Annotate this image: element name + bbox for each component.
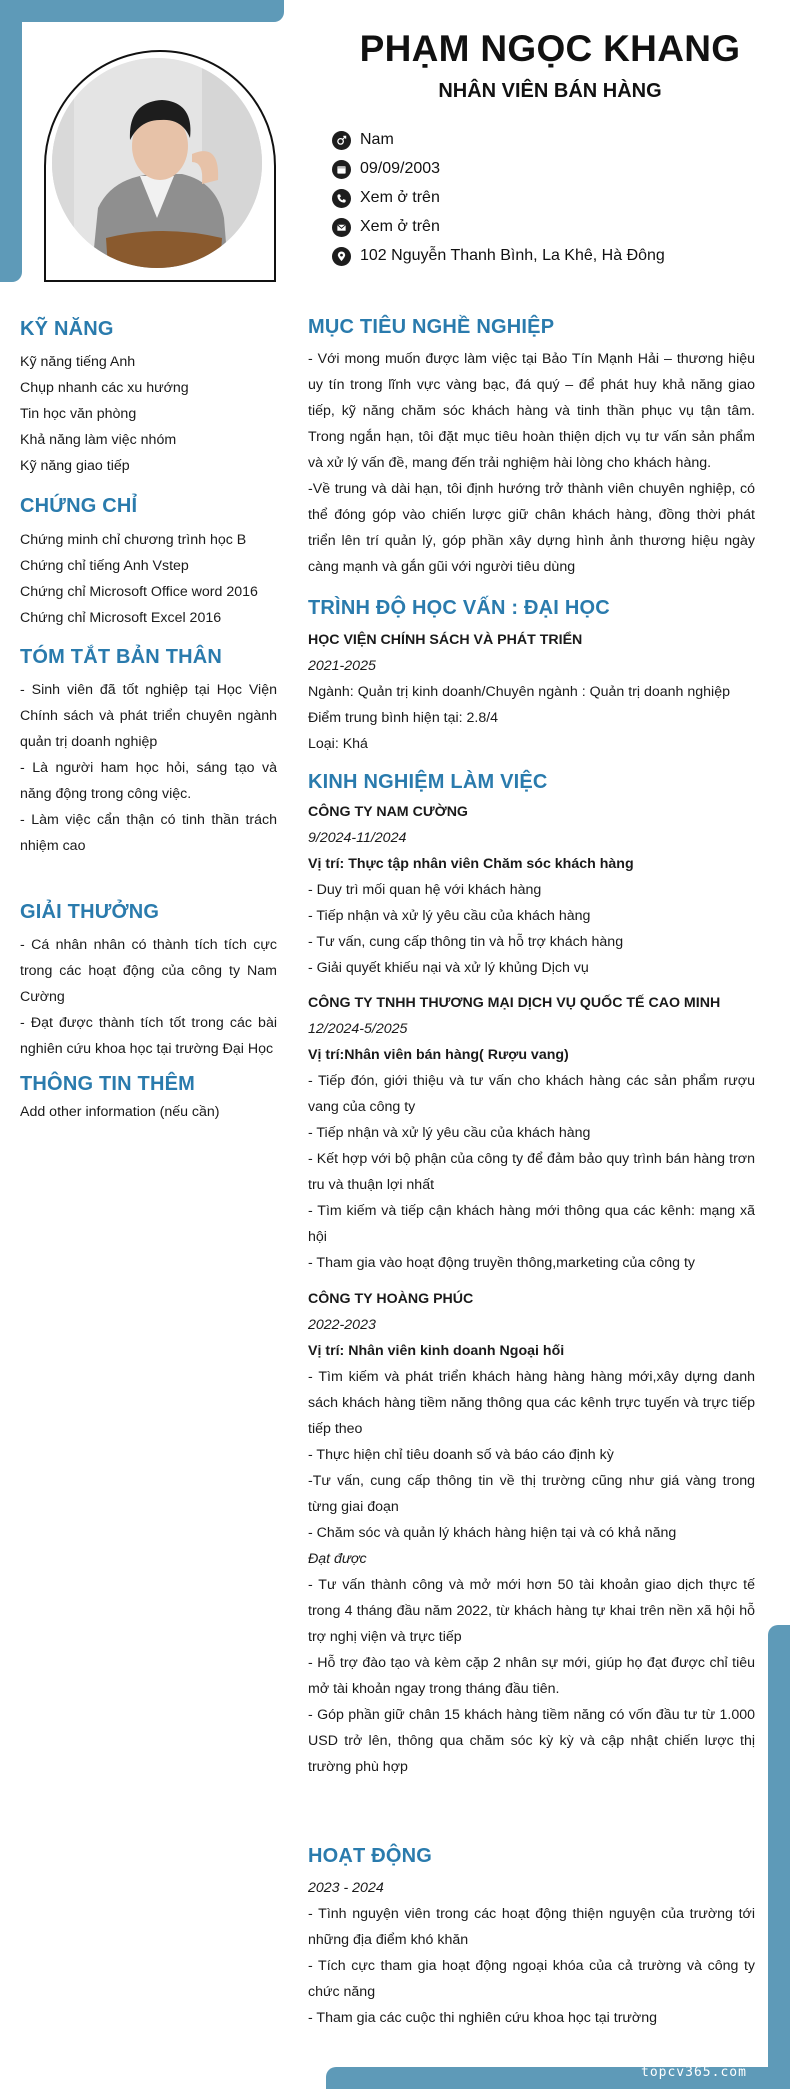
job-title: NHÂN VIÊN BÁN HÀNG: [438, 80, 662, 102]
list-item: - Tìm kiếm và tiếp cận khách hàng mới thông qua các kênh: mạng xã hội: [308, 1203, 755, 1245]
list-item: - Tích cực tham gia hoạt động ngoại khóa của cả trường và công ty chức năng: [308, 1958, 755, 2000]
summary-paragraph: - Sinh viên đã tốt nghiệp tại Học Viện Chính sách và phát triển chuyên ngành quản trị doanh nghiệp: [20, 682, 277, 750]
contact-email-text: Xem ở trên: [360, 218, 440, 235]
contact-gender-text: Nam: [360, 131, 394, 148]
list-item: Kỹ năng tiếng Anh: [20, 354, 136, 370]
summary-paragraph: - Làm việc cẩn thận có tinh thần trách nhiệm cao: [20, 812, 277, 854]
certificates-list: [20, 527, 277, 631]
list-item: - Tiếp nhận và xử lý yêu cầu của khách hàng: [308, 1125, 591, 1141]
contact-phone-text: Xem ở trên: [360, 189, 440, 206]
list-item: - Hỗ trợ đào tạo và kèm cặp 2 nhân sự mới, giúp họ đạt được chỉ tiêu mở tài khoản ngay trong tháng đầu tiên.: [308, 1655, 755, 1697]
job-period: 2022-2023: [308, 1317, 376, 1333]
list-item: - Tình nguyện viên trong các hoạt động thiện nguyện của trường tới những địa điểm khó khăn: [308, 1906, 755, 1948]
objective-paragraph: - Với mong muốn được làm việc tại Bảo Tín Mạnh Hải – thương hiệu uy tín trong lĩnh vực vàng bạc, đá quý – để phát huy khả năng giao tiếp, kỹ năng chăm sóc khách hàng và tinh thần phục vụ tận tâm. Trong ngắn hạn, tôi đặt mục tiêu hoàn thiện dịch vụ tư vấn sản phẩm và xử lý vấn đề, mang đến trải nghiệm hài lòng cho khách hàng.: [308, 351, 755, 471]
list-item: - Kết hợp với bộ phận của công ty để đảm bảo quy trình bán hàng trơn tru và thuận lợi nhất: [308, 1151, 755, 1193]
job-position: Vị trí: Nhân viên kinh doanh Ngoại hối: [308, 1343, 565, 1359]
calendar-icon: [332, 160, 351, 179]
list-item: - Giải quyết khiếu nại và xử lý khủng Dịch vụ: [308, 960, 589, 976]
education-block: [308, 627, 755, 757]
gender-icon: [332, 131, 351, 150]
job-period: 9/2024-11/2024: [308, 830, 407, 846]
contact-birthday-text: 09/09/2003: [360, 160, 441, 177]
job-entry: [308, 799, 755, 981]
education-heading: TRÌNH ĐỘ HỌC VẤN : ĐẠI HỌC: [308, 597, 610, 619]
school-name: HỌC VIỆN CHÍNH SÁCH VÀ PHÁT TRIỂN: [308, 632, 583, 648]
education-gpa: Điểm trung bình hiện tại: 2.8/4: [308, 710, 499, 726]
candidate-name: PHẠM NGỌC KHANG: [359, 28, 741, 69]
list-item: - Tham gia các cuộc thi nghiên cứu khoa học tại trường: [308, 2010, 658, 2026]
list-item: Khả năng làm việc nhóm: [20, 432, 177, 448]
list-item: Tin học văn phòng: [20, 406, 137, 422]
award-paragraph: - Đạt được thành tích tốt trong các bài nghiên cứu khoa học tại trường Đại Học: [20, 1015, 277, 1057]
decor-bar-top: [0, 0, 284, 22]
activities-period: 2023 - 2024: [308, 1880, 384, 1896]
awards-text: [20, 932, 277, 1062]
job-entry: [308, 1286, 755, 1780]
contact-phone: [332, 186, 440, 210]
list-item: - Tiếp nhận và xử lý yêu cầu của khách hàng: [308, 908, 591, 924]
list-item: - Góp phần giữ chân 15 khách hàng tiềm năng có vốn đầu tư từ 1.000 USD trở lên, thông qua chăm sóc kỳ kỳ và cập nhật chiến lược thị trường phù hợp: [308, 1707, 755, 1775]
achieved-label: Đạt được: [308, 1551, 367, 1567]
list-item: Kỹ năng giao tiếp: [20, 458, 130, 474]
watermark: topcv365.com: [641, 2065, 747, 2080]
company-name: CÔNG TY TNHH THƯƠNG MẠI DỊCH VỤ QUỐC TẾ CAO MINH: [308, 995, 721, 1011]
objective-paragraph: -Về trung và dài hạn, tôi định hướng trở thành viên chuyên nghiệp, có thể đóng góp vào chiến lược giữ chân khách hàng, đồng thời phát triển lên trí quản lý, góp phần xây dựng hình ảnh thương hiệu ngày càng mạnh và gắn gũi với người tiêu dùng: [308, 481, 755, 575]
job-position: Vị trí:Nhân viên bán hàng( Rượu vang): [308, 1047, 569, 1063]
company-name: CÔNG TY NAM CƯỜNG: [308, 804, 468, 820]
contact-birthday: [332, 157, 440, 181]
list-item: - Tìm kiếm và phát triển khách hàng hàng hàng mới,xây dựng danh sách khách hàng tiềm năng thông qua các kênh trực tuyến và trực tiếp tiếp theo: [308, 1369, 755, 1437]
job-position: Vị trí: Thực tập nhân viên Chăm sóc khách hàng: [308, 856, 634, 872]
summary-paragraph: - Là người ham học hỏi, sáng tạo và năng động trong công việc.: [20, 760, 277, 802]
phone-icon: [332, 189, 351, 208]
job-period: 12/2024-5/2025: [308, 1021, 408, 1037]
more-info-heading: THÔNG TIN THÊM: [20, 1073, 196, 1095]
list-item: Chụp nhanh các xu hướng: [20, 380, 189, 396]
objective-heading: MỤC TIÊU NGHỀ NGHIỆP: [308, 316, 555, 338]
education-rank: Loại: Khá: [308, 736, 368, 752]
activities-block: [308, 1875, 755, 2031]
list-item: - Tham gia vào hoạt động truyền thông,marketing của công ty: [308, 1255, 695, 1271]
list-item: - Chăm sóc và quản lý khách hàng hiện tại và có khả năng: [308, 1525, 677, 1541]
list-item: - Tiếp đón, giới thiệu và tư vấn cho khách hàng các sản phẩm rượu vang của công ty: [308, 1073, 755, 1115]
avatar: [52, 58, 262, 268]
list-item: - Tư vấn thành công và mở mới hơn 50 tài khoản giao dịch thực tế trong 4 tháng đầu năm 2022, từ khách hàng tự khai trên nền xã hội hỗ trợ nghị viện và trực tiếp: [308, 1577, 755, 1645]
awards-heading: GIẢI THƯỞNG: [20, 901, 160, 923]
education-period: 2021-2025: [308, 658, 376, 674]
contact-address: [332, 244, 665, 268]
job-entry: [308, 990, 755, 1276]
experience-heading: KINH NGHIỆM LÀM VIỆC: [308, 771, 548, 793]
list-item: Chứng chỉ Microsoft Excel 2016: [20, 610, 222, 626]
objective-text: [308, 346, 755, 580]
summary-heading: TÓM TẮT BẢN THÂN: [20, 646, 223, 668]
list-item: - Thực hiện chỉ tiêu doanh số và báo cáo định kỳ: [308, 1447, 614, 1463]
award-paragraph: - Cá nhân nhân có thành tích tích cực trong các hoạt động của công ty Nam Cường: [20, 937, 277, 1005]
email-icon: [332, 218, 351, 237]
company-name: CÔNG TY HOÀNG PHÚC: [308, 1291, 474, 1307]
list-item: - Duy trì mối quan hệ với khách hàng: [308, 882, 542, 898]
list-item: Chứng chỉ tiếng Anh Vstep: [20, 558, 189, 574]
contact-address-text: 102 Nguyễn Thanh Bình, La Khê, Hà Đông: [360, 247, 665, 264]
certificates-heading: CHỨNG CHỈ: [20, 495, 138, 517]
skills-list: [20, 349, 277, 479]
list-item: -Tư vấn, cung cấp thông tin về thị trường cũng như giá vàng trong từng giai đoạn: [308, 1473, 755, 1515]
decor-bar-left: [0, 0, 22, 282]
summary-text: [20, 677, 277, 859]
list-item: - Tư vấn, cung cấp thông tin và hỗ trợ khách hàng: [308, 934, 624, 950]
list-item: Chứng chỉ Microsoft Office word 2016: [20, 584, 258, 600]
contact-email: [332, 215, 440, 239]
decor-bar-right: [768, 1625, 790, 2089]
skills-heading: KỸ NĂNG: [20, 318, 114, 340]
location-icon: [332, 247, 351, 266]
education-major: Ngành: Quản trị kinh doanh/Chuyên ngành : Quản trị doanh nghiệp: [308, 684, 730, 700]
more-info-text: Add other information (nếu cần): [20, 1104, 220, 1120]
list-item: Chứng minh chỉ chương trình học B: [20, 532, 247, 548]
contact-gender: [332, 128, 394, 152]
activities-heading: HOẠT ĐỘNG: [308, 1845, 433, 1867]
